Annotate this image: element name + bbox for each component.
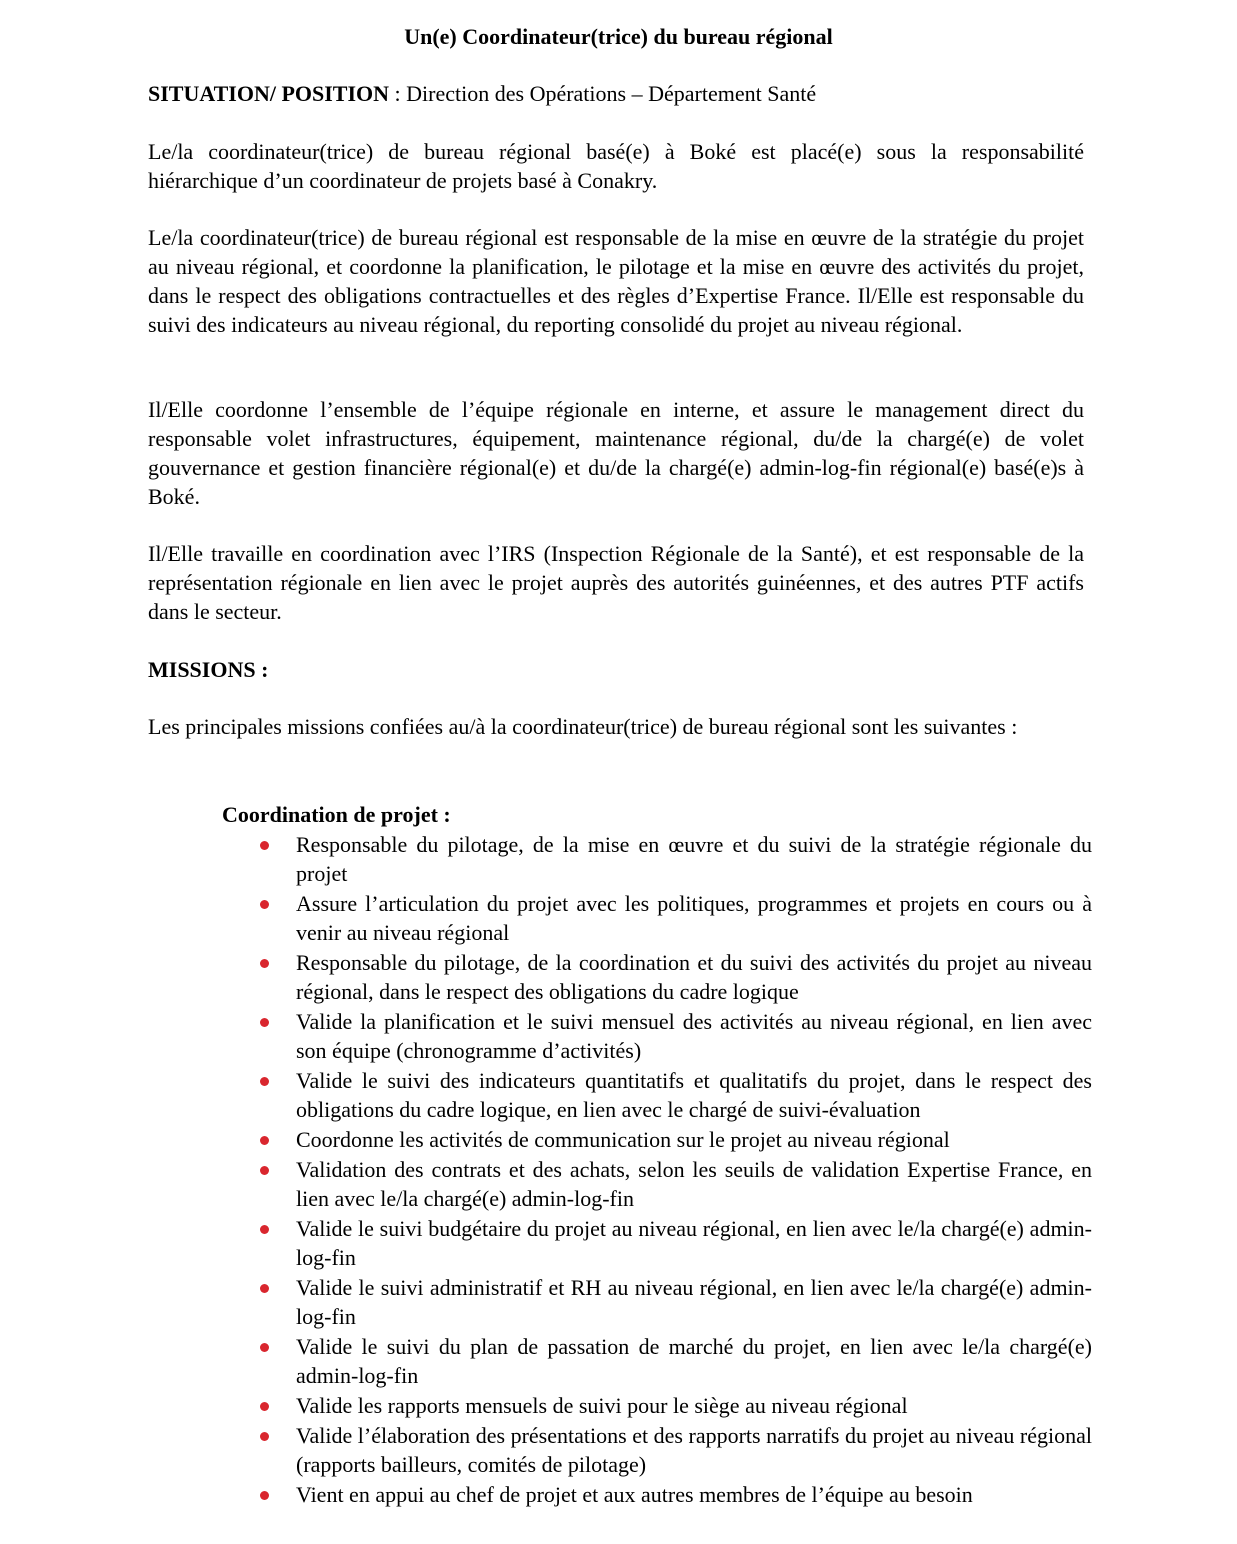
bullet-icon	[260, 1136, 269, 1145]
list-item-text: Vient en appui au chef de projet et aux autres membres de l’équipe au besoin	[296, 1482, 973, 1507]
paragraph-team-management: Il/Elle coordonne l’ensemble de l’équipe régionale en interne, et assure le management direct du responsable volet infrastructures, équipement, maintenance régional, du/de la chargé(e) de volet gouvernance et gestion financière régional(e) et du/de la chargé(e) admin-log-fin régional(e) basé(e)s à Boké.	[148, 397, 1084, 509]
paragraph-coordination-irs: Il/Elle travaille en coordination avec l’IRS (Inspection Régionale de la Santé), et est responsable de la représentation régionale en lien avec le projet auprès des autorités guinéennes, et des autres PTF actifs dans le secteur.	[148, 541, 1084, 624]
list-item-text: Valide le suivi budgétaire du projet au niveau régional, en lien avec le/la chargé(e) admin-log-fin	[296, 1216, 1092, 1270]
list-item	[222, 1214, 1092, 1272]
bullet-icon	[260, 900, 269, 909]
bullet-icon	[260, 1077, 269, 1086]
bullet-icon	[260, 1284, 269, 1293]
bullet-icon	[260, 1343, 269, 1352]
coordination-heading: Coordination de projet :	[222, 802, 451, 827]
list-item-text: Valide le suivi administratif et RH au niveau régional, en lien avec le/la chargé(e) admin-log-fin	[296, 1275, 1092, 1329]
paragraph-reporting: Le/la coordinateur(trice) de bureau régional basé(e) à Boké est placé(e) sous la responsabilité hiérarchique d’un coordinateur de projets basé à Conakry.	[148, 139, 1084, 193]
list-item	[222, 1480, 1092, 1509]
bullet-icon	[260, 1166, 269, 1175]
list-item-text: Responsable du pilotage, de la mise en œuvre et du suivi de la stratégie régionale du projet	[296, 832, 1092, 886]
list-item	[222, 830, 1092, 888]
list-item-text: Coordonne les activités de communication sur le projet au niveau régional	[296, 1127, 950, 1152]
bullet-icon	[260, 1402, 269, 1411]
list-item	[222, 1007, 1092, 1065]
bullet-icon	[260, 841, 269, 850]
list-item	[222, 1125, 1092, 1154]
bullet-icon	[260, 1432, 269, 1441]
list-item-text: Valide le suivi des indicateurs quantitatifs et qualitatifs du projet, dans le respect des obligations du cadre logique, en lien avec le chargé de suivi-évaluation	[296, 1068, 1092, 1122]
situation-label: SITUATION/ POSITION	[148, 81, 390, 106]
page-title: Un(e) Coordinateur(trice) du bureau régional	[404, 24, 833, 49]
list-item	[222, 1421, 1092, 1479]
list-item-text: Valide la planification et le suivi mensuel des activités au niveau régional, en lien avec son équipe (chronogramme d’activités)	[296, 1009, 1092, 1063]
bullet-icon	[260, 1491, 269, 1500]
list-item-text: Responsable du pilotage, de la coordination et du suivi des activités du projet au niveau régional, dans le respect des obligations du cadre logique	[296, 950, 1092, 1004]
list-item-text: Valide le suivi du plan de passation de marché du projet, en lien avec le/la chargé(e) admin-log-fin	[296, 1334, 1092, 1388]
bullet-icon	[260, 1018, 269, 1027]
list-item	[222, 1155, 1092, 1213]
list-item-text: Valide l’élaboration des présentations et des rapports narratifs du projet au niveau régional (rapports bailleurs, comités de pilotage)	[296, 1423, 1092, 1477]
paragraph-responsibilities: Le/la coordinateur(trice) de bureau régional est responsable de la mise en œuvre de la stratégie du projet au niveau régional, et coordonne la planification, le pilotage et la mise en œuvre des activités du projet, dans le respect des obligations contractuelles et des règles d’Expertise France. Il/Elle est responsable du suivi des indicateurs au niveau régional, du reporting consolidé du projet au niveau régional.	[148, 225, 1084, 337]
list-item	[222, 1332, 1092, 1390]
list-item	[222, 1273, 1092, 1331]
coordination-list	[222, 830, 1092, 1510]
missions-intro: Les principales missions confiées au/à la coordinateur(trice) de bureau régional sont les suivantes :	[148, 714, 1018, 739]
bullet-icon	[260, 959, 269, 968]
situation-text: : Direction des Opérations – Département Santé	[389, 81, 817, 106]
list-item	[222, 1391, 1092, 1420]
list-item-text: Validation des contrats et des achats, selon les seuils de validation Expertise France, en lien avec le/la chargé(e) admin-log-fin	[296, 1157, 1092, 1211]
situation-line	[148, 79, 1084, 108]
list-item	[222, 1066, 1092, 1124]
list-item-text: Assure l’articulation du projet avec les politiques, programmes et projets en cours ou à venir au niveau régional	[296, 891, 1092, 945]
list-item-text: Valide les rapports mensuels de suivi pour le siège au niveau régional	[296, 1393, 908, 1418]
list-item	[222, 889, 1092, 947]
list-item	[222, 948, 1092, 1006]
bullet-icon	[260, 1225, 269, 1234]
missions-heading: MISSIONS :	[148, 657, 269, 682]
